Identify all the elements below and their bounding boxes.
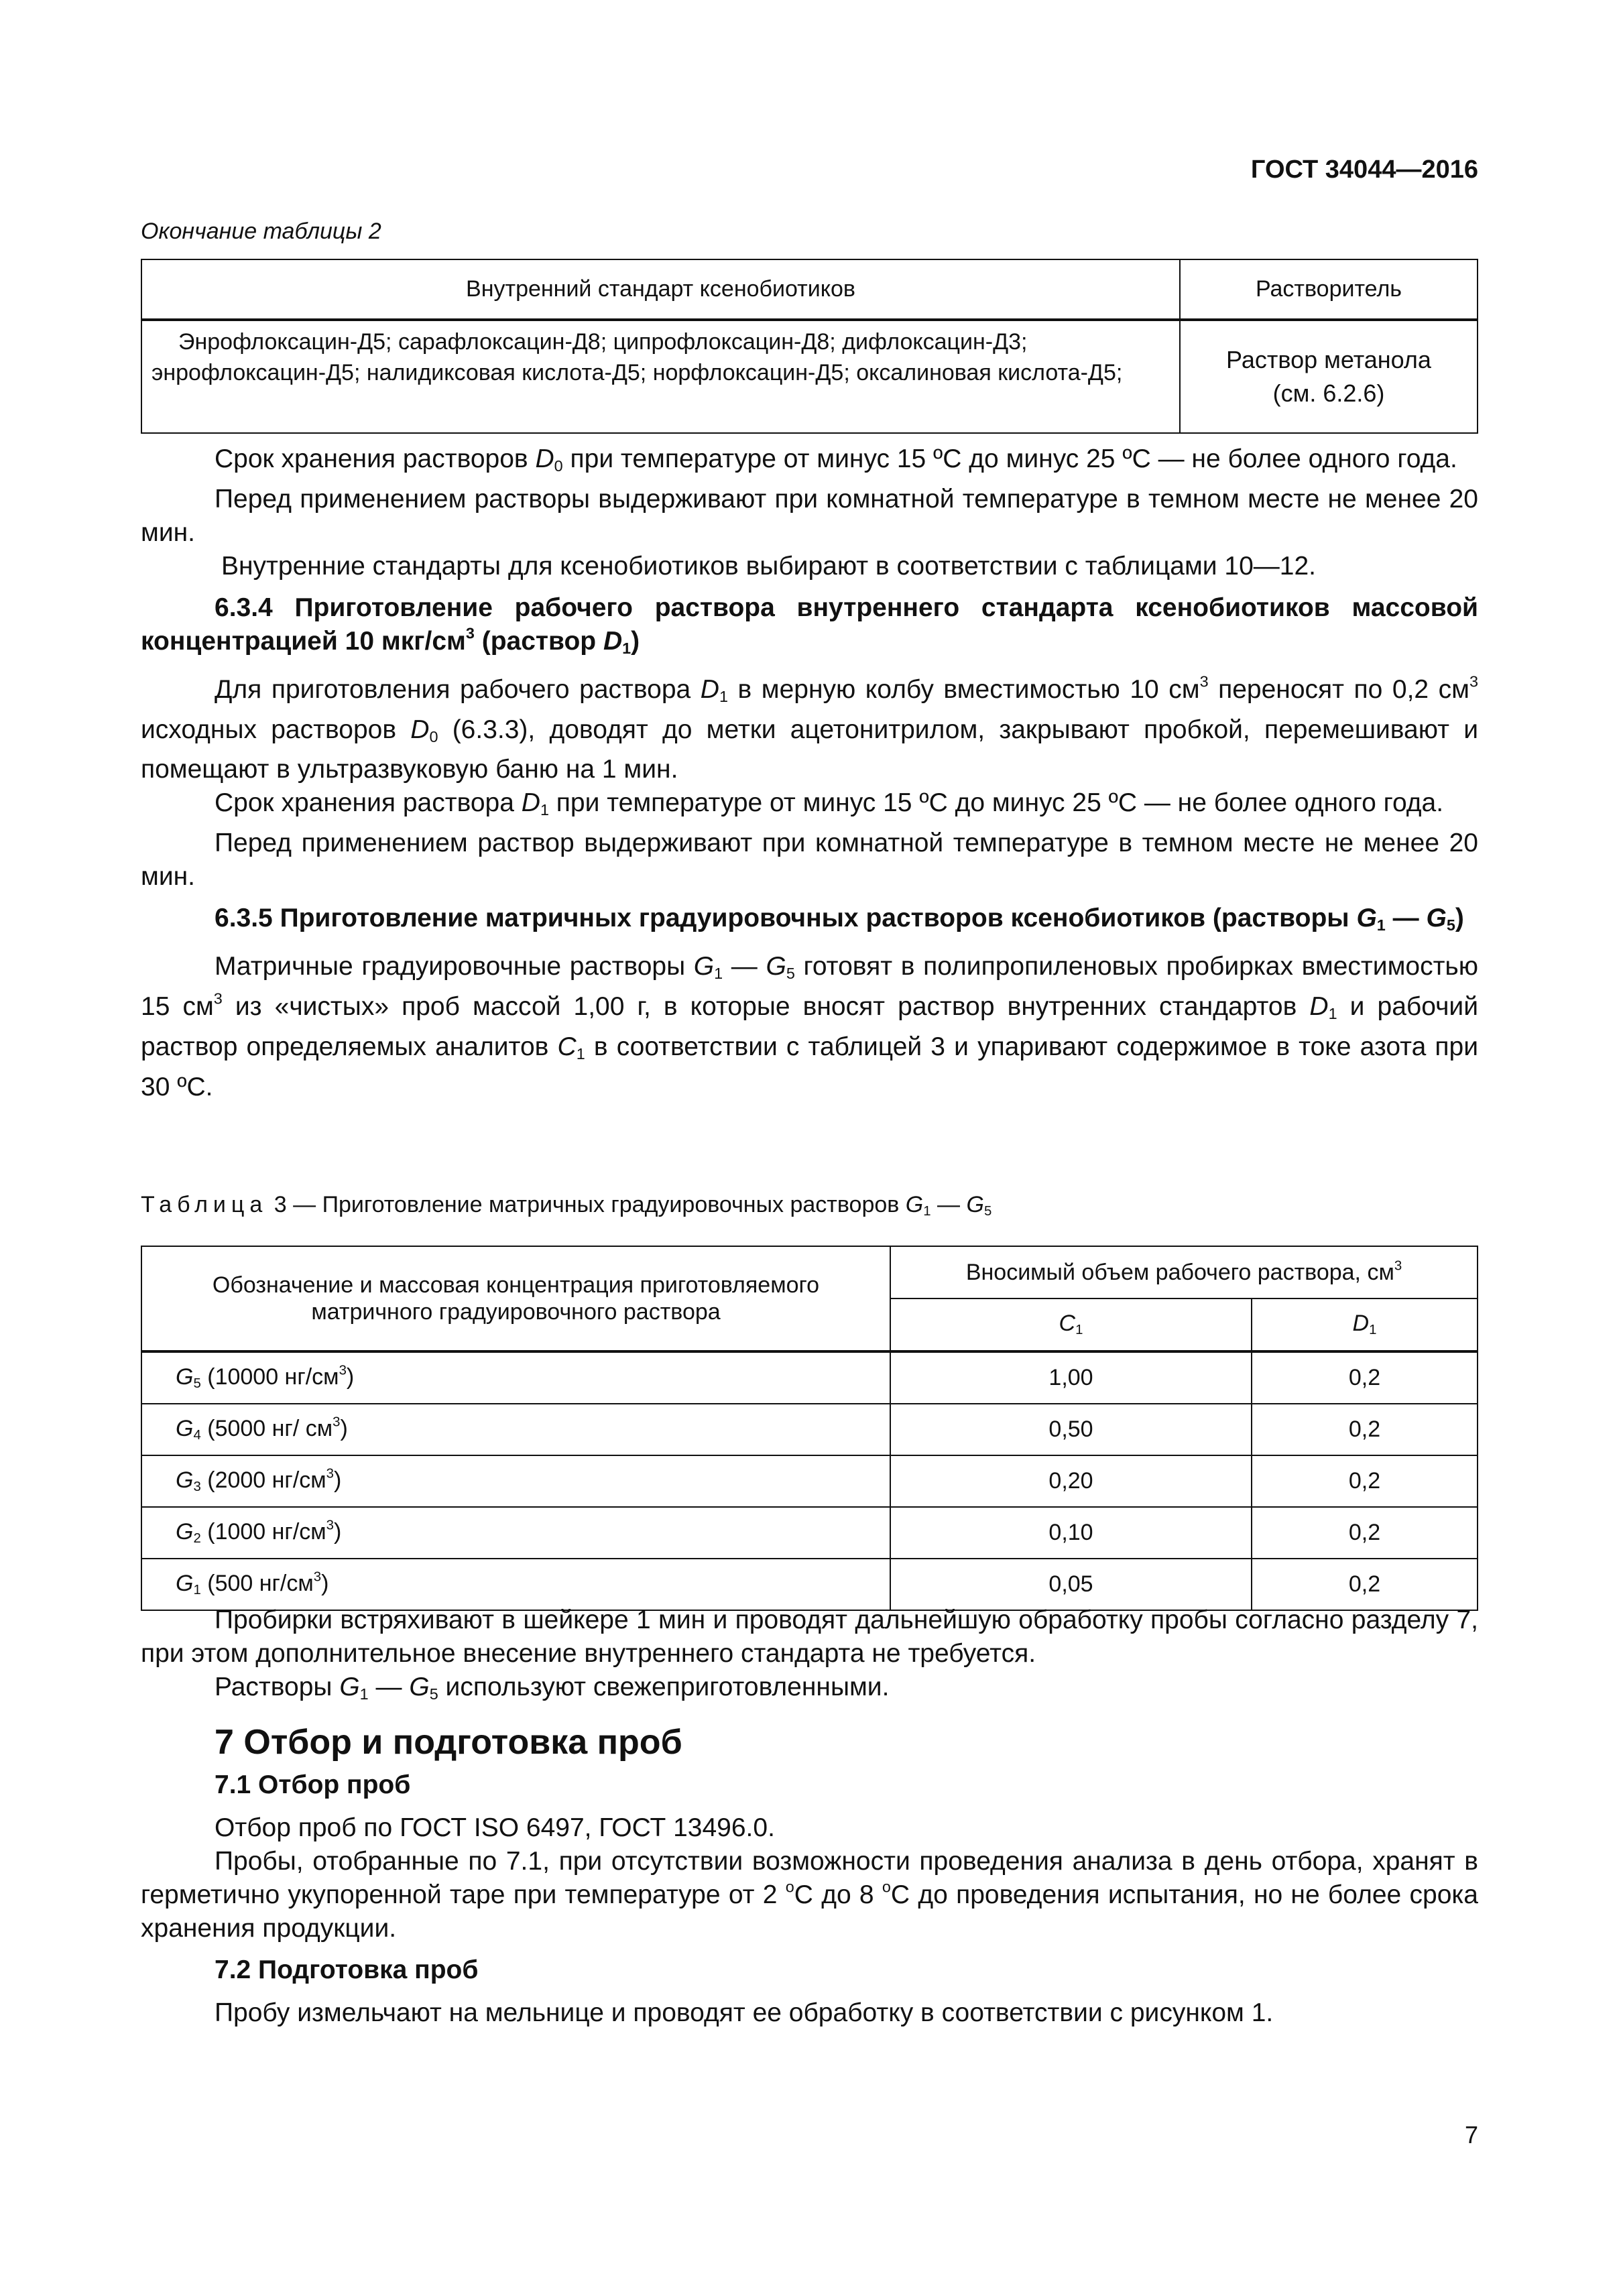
paragraph-d1-before-use: Перед применением раствор выдерживают при комнатной температуре в темном месте не менее 20 мин. — [141, 829, 1478, 892]
row-designation: $G_1$ (500 $нг/см^3$) — [141, 1559, 890, 1610]
row-d1-value: 0,2 — [1252, 1404, 1478, 1455]
row-c1-value: 0,50 — [890, 1404, 1252, 1455]
row-d1-value: 0,2 — [1252, 1455, 1478, 1507]
section-6-3-5-title: 6.3.5 Приготовление матричных градуировочных растворов ксенобиотиков (растворы $G_1$ — $G_5$) — [215, 904, 1464, 934]
table2-solvent-cell — [1180, 320, 1478, 433]
solvent-line2: (см. 6.2.6) — [1272, 379, 1385, 407]
row-designation: $G_4$ (5000 нг/ $см^3$) — [141, 1404, 890, 1455]
paragraph-shaker: Пробирки встряхивают в шейкере 1 мин и проводят дальнейшую обработку пробы согласно разделу 7, при этом дополнительное внесение внутреннего стандарта не требуется. — [141, 1606, 1478, 1668]
row-designation: $G_2$ (1000 $нг/см^3$) — [141, 1507, 890, 1559]
row-c1-value: 1,00 — [890, 1351, 1252, 1404]
table-row — [141, 1351, 1478, 1404]
paragraph-sample-storage: Пробы, отобранные по 7.1, при отсутствии возможности проведения анализа в день отбора, хранят в герметично укупоренной таре при температуре от 2 $^о$С до 8 $^о$С до проведения испытания, но не более срока хранения продукции. — [141, 1846, 1479, 1943]
paragraph-matrix-solutions: Матричные градуировочные растворы $G_1$ — $G_5$ готовят в полипропиленовых пробирках вместимостью 15 $см^3$ из «чистых» проб массой 1,00 г, в которые вносят раствор внутренних стандартов $D_1$ и рабочий раствор определяемых аналитов $С_1$ в соответствии с таблицей 3 и упаривают содержимое в токе азота при 30 ºС. — [141, 952, 1479, 1101]
section-7-1-title: 7.1 Отбор проб — [215, 1770, 411, 1799]
table3-caption: Таблица 3 — Приготовление матричных градуировочных растворов $G_1$ — $G_5$ — [141, 1192, 992, 1219]
paragraph-before-use: Перед применением растворы выдерживают при комнатной температуре в темном месте не менее 20 мин. — [141, 484, 1478, 547]
row-c1-value: 0,10 — [890, 1507, 1252, 1559]
section-7-title: 7 Отбор и подготовка проб — [215, 1722, 682, 1762]
row-d1-value: 0,2 — [1252, 1507, 1478, 1559]
paragraph-internal-standards: Внутренние стандарты для ксенобиотиков выбирают в соответствии с таблицами 10—12. — [221, 551, 1317, 581]
row-designation: $G_3$ (2000 $нг/см^3$) — [141, 1455, 890, 1507]
table2-continuation-caption: Окончание таблицы 2 — [141, 219, 381, 244]
document-id: ГОСТ 34044—2016 — [1250, 156, 1478, 184]
paragraph-sample-grinding: Пробу измельчают на мельнице и проводят ее обработку в соответствии с рисунком 1. — [215, 1998, 1274, 2027]
table3-c1-header: $С_1$ — [890, 1298, 1252, 1351]
standards-text: Энрофлоксацин-Д5; сарафлоксацин-Д8; ципрофлоксацин-Д8; дифлоксацин-Д3; энрофлоксацин-Д5; налидиксовая кислота-Д5; норфлоксацин-Д5; оксалиновая кислота-Д5; — [152, 329, 1123, 385]
table3-d1-header: $D_1$ — [1252, 1298, 1478, 1351]
table-row — [141, 1404, 1478, 1455]
paragraph-fresh-solutions: Растворы $G_1$ — $G_5$ используют свежеприготовленными. — [215, 1673, 890, 1703]
solvent-line1: Раствор метанола — [1226, 346, 1431, 373]
table-3 — [141, 1246, 1478, 1611]
table-row — [141, 1507, 1478, 1559]
paragraph-storage-d0: Срок хранения растворов $D_0$ при температуре от минус 15 ºС до минус 25 ºС — не более одного года. — [215, 444, 1457, 475]
table2-row — [141, 320, 1478, 433]
row-designation: $G_5$ (10000 $нг/см^3$) — [141, 1351, 890, 1404]
row-c1-value: 0,05 — [890, 1559, 1252, 1610]
row-d1-value: 0,2 — [1252, 1351, 1478, 1404]
text-block-1 — [141, 442, 1478, 1104]
paragraph-d1-preparation: Для приготовления рабочего раствора $D_1$ в мерную колбу вместимостью 10 $см^3$ переносят по 0,2 $см^3$ исходных растворов $D_0$ (6.3.3), доводят до метки ацетонитрилом, закрывают пробкой, перемешивают и помещают в ультразвуковую баню на 1 мин. — [141, 672, 1478, 784]
paragraph-storage-d1: Срок хранения раствора $D_1$ при температуре от минус 15 ºС до минус 25 ºС — не более одного года. — [215, 788, 1444, 819]
section-6-3-4-title: 6.3.4 Приготовление рабочего раствора внутреннего стандарта ксенобиотиков массовой концентрацией 10 мкг/$см^3$ (раствор $D_1$) — [141, 593, 1478, 657]
text-block-2 — [141, 1604, 1478, 2030]
paragraph-sampling-standards: Отбор проб по ГОСТ ISO 6497, ГОСТ 13496.0. — [215, 1813, 775, 1842]
row-d1-value: 0,2 — [1252, 1559, 1478, 1610]
row-c1-value: 0,20 — [890, 1455, 1252, 1507]
section-7-2-title: 7.2 Подготовка проб — [215, 1955, 479, 1984]
table2-header-row — [141, 259, 1478, 320]
table2-col2-header: Растворитель — [1180, 259, 1478, 320]
table-2 — [141, 259, 1478, 434]
table2-standards-cell — [141, 320, 1180, 433]
table3-volume-header: Вносимый объем рабочего раствора, $см^3$ — [890, 1246, 1478, 1298]
table-row — [141, 1559, 1478, 1610]
table2-col1-header: Внутренний стандарт ксенобиотиков — [141, 259, 1180, 320]
table3-header-row-1 — [141, 1246, 1478, 1298]
page-number: 7 — [1464, 2121, 1478, 2149]
table3-designation-header: Обозначение и массовая концентрация приготовляемого матричного градуировочного раствора — [141, 1246, 890, 1351]
table-row — [141, 1455, 1478, 1507]
